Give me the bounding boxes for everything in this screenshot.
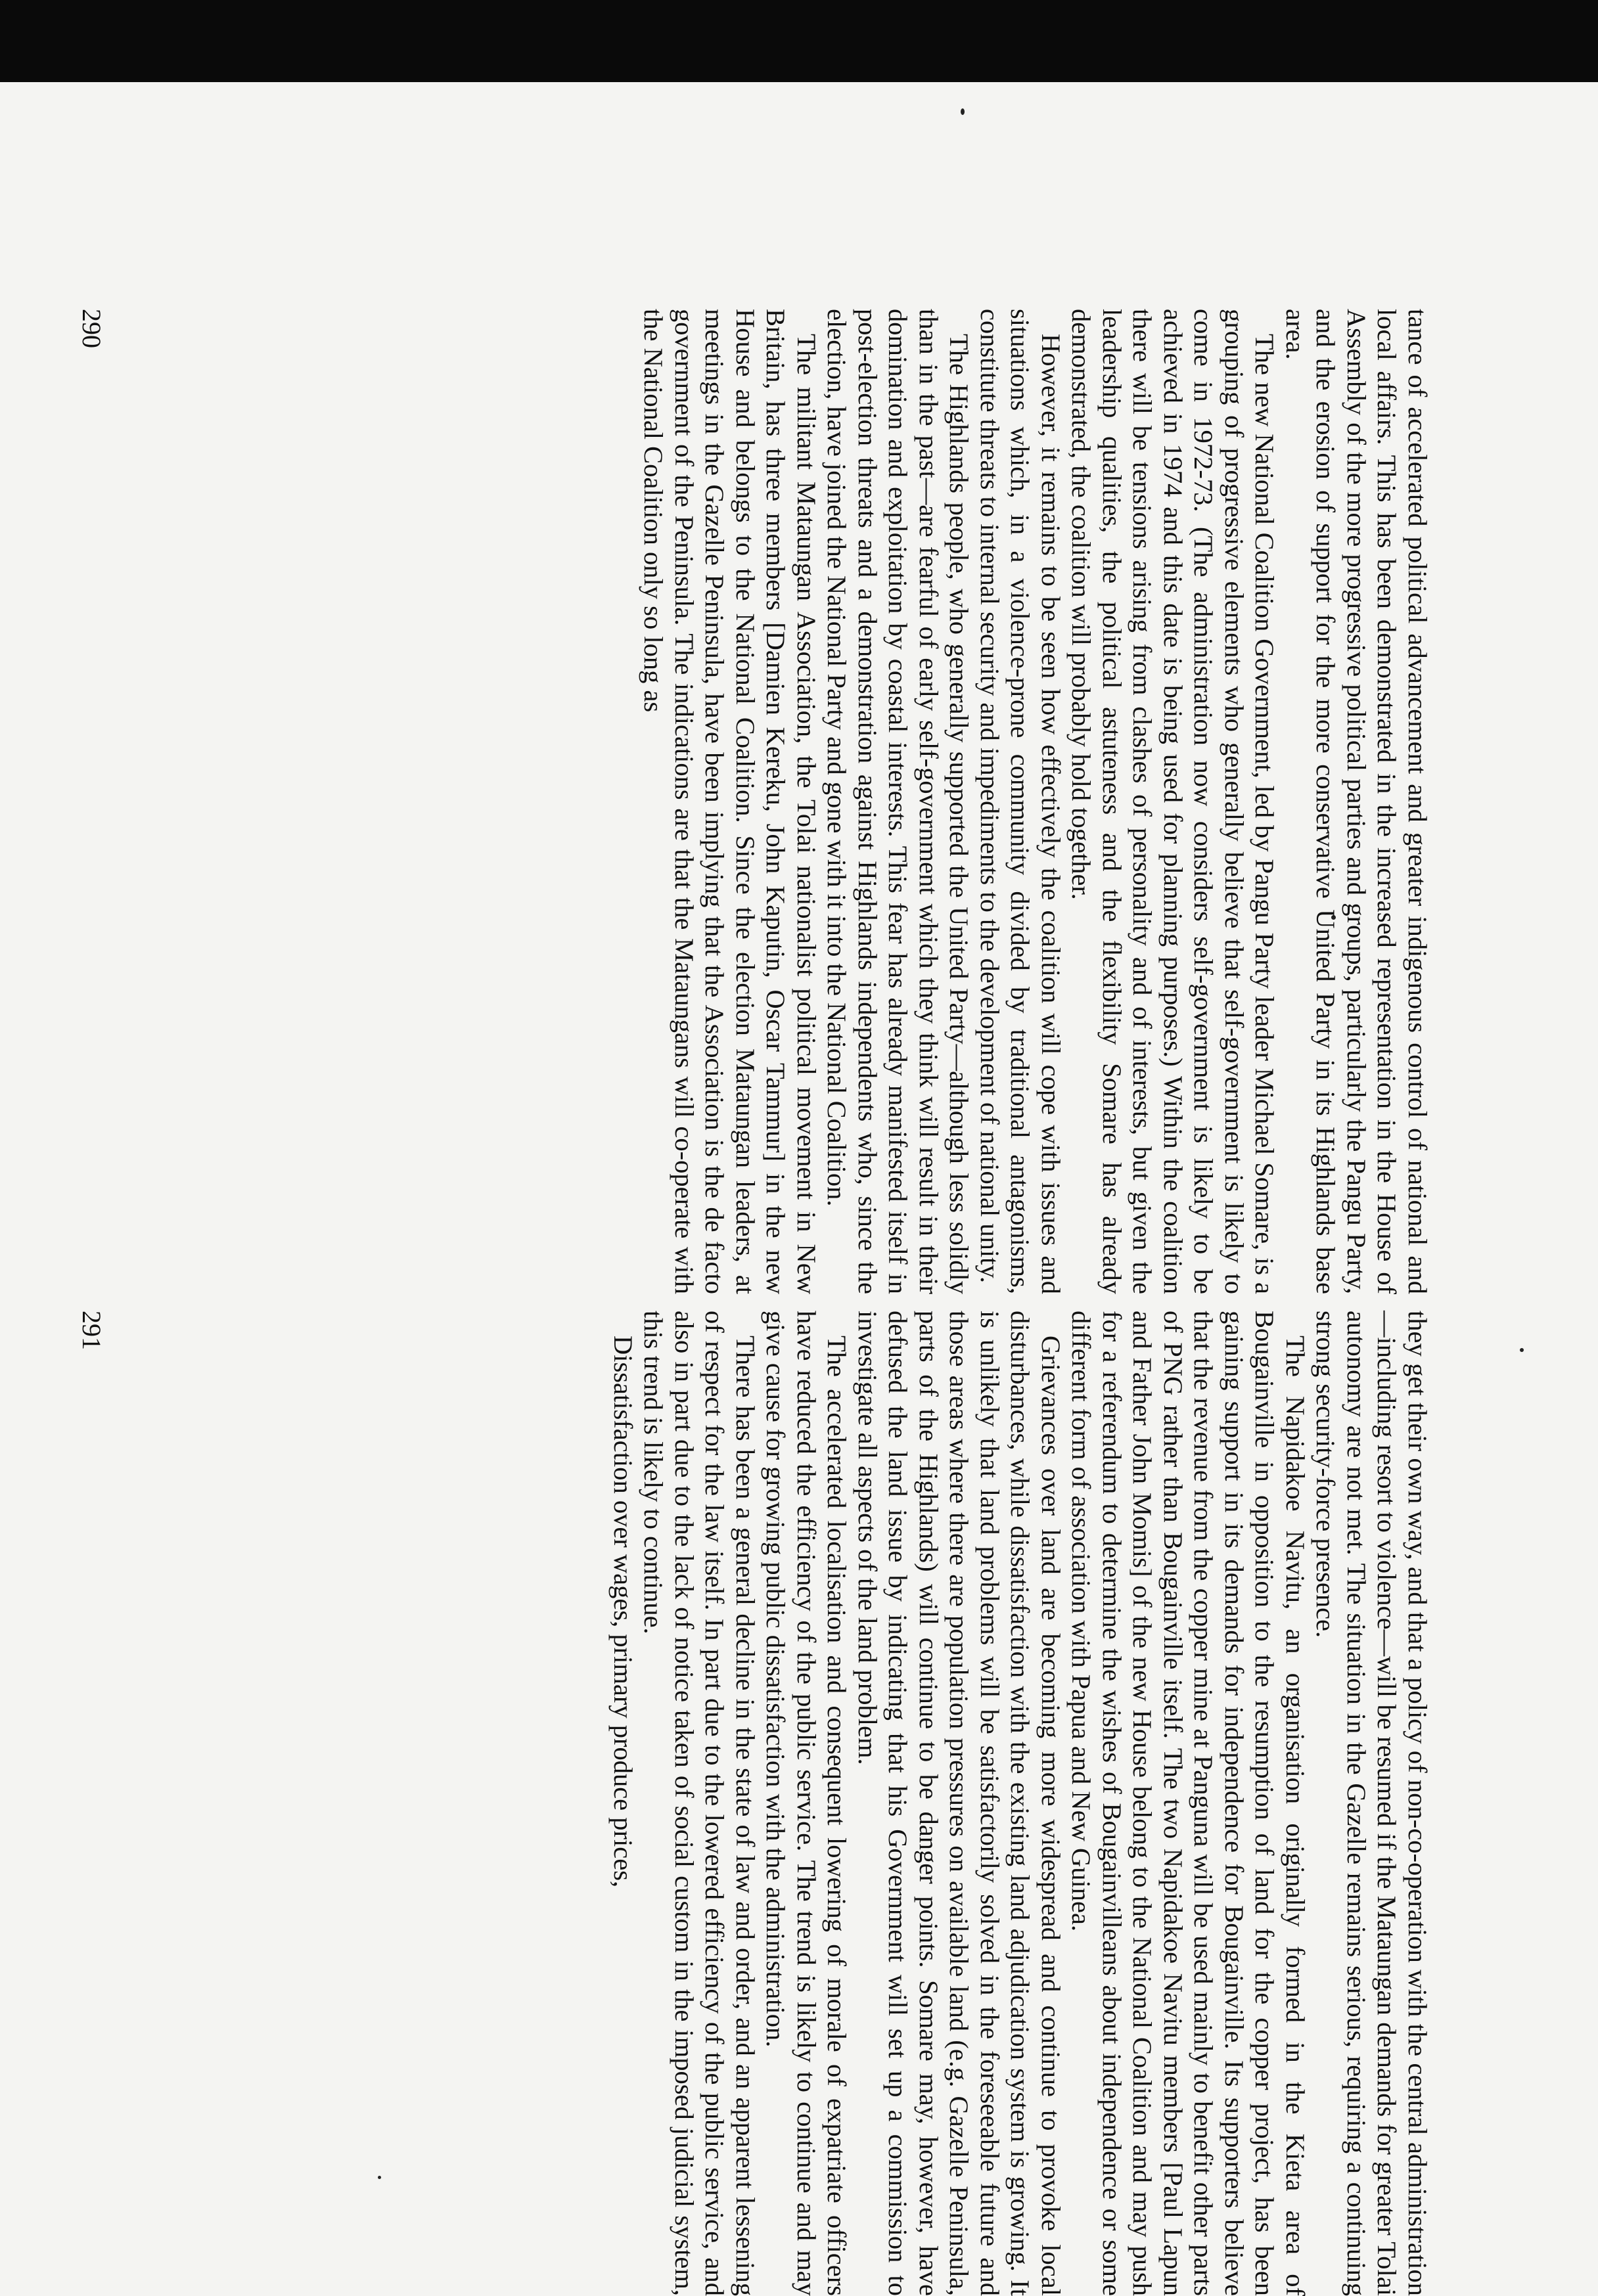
scan-top-border (0, 0, 1598, 82)
left-paragraph-2: The new National Coalition Government, led by Pangu Party leader Michael Somare, is a grouping of progressive elements who generally believe that self-government is likely to come in 1972-73. (The administration now considers self-government is likely to be achieved in 1974 and this date is being used for planning purposes.) Within the coalition there will be tensions arising from clashes of personality and of interests, but given the leadership qualities, the political astuteness and the flexibility Somare has already demonstrated, the coalition will probably hold together. (1066, 309, 1280, 1294)
right-paragraph-6: Dissatisfaction over wages, primary produce prices, (608, 1336, 638, 1888)
left-paragraph-5: The militant Mataungan Association, the Tolai nationalist political movement in New Britain, has three members [Damien Kereku, John Kaputin, Oscar Tammur] in the new House and belongs to the National Coalition. Since the election Mataungan leaders, at meetings in the Gazelle Peninsula, have been implying that the Association is the de facto government of the Peninsula. The indications are that the Mataungans will co-operate with the National Coalition only so long as (639, 309, 821, 1294)
right-page (76, 1311, 1432, 2296)
right-paragraph-4: The accelerated localisation and consequent lowering of morale of expatriate officers have reduced the efficiency of the public service. The trend is likely to continue and may give cause for growing public dissatisfaction with the administration. (761, 1311, 852, 2296)
scan-speck (1520, 1348, 1524, 1352)
left-paragraph-4: The Highlands people, who generally supported the United Party—although less solidly than in the past—are fearful of early self-government which they think will result in their domination and exploitation by coastal interests. This fear has already manifested itself in post-election threats and a demonstration against Highlands independents who, since the election, have joined the National Party and gone with it into the National Coalition. (822, 309, 974, 1294)
right-paragraph-2: The Napidakoe Navitu, an organisation originally formed in the Kieta area of Bougainville in opposition to the resumption of land for the copper project, has been gaining support in its demands for independence for Bougainville. Its supporters believe that the revenue from the copper mine at Panguna will be used mainly to benefit other parts of PNG rather than Bougainville itself. The two Napidakoe Navitu members [Paul Lapun and Father John Momis] of the new House belong to the National Coalition and may push for a referendum to determine the wishes of Bougainvilleans about independence or some different form of association with Papua and New Guinea. (1066, 1311, 1310, 2296)
page-number-right: 291 (77, 1311, 106, 1350)
right-paragraph-3: Grievances over land are becoming more widespread and continue to provoke local disturbances, while dissatisfaction with the existing land adjudication system is growing. It is unlikely that land problems will be satisfactorily solved in the foreseeable future and those areas where there are population pressures on available land (e.g. Gazelle Peninsula, parts of the Highlands) will continue to be danger points. Somare may, however, have defused the land issue by indicating that his Government will set up a commission to investigate all aspects of the land problem. (853, 1311, 1066, 2296)
right-paragraph-5: There has been a general decline in the state of law and order, and an apparent lessening of respect for the law itself. In part due to the lowered efficiency of the public service, and also in part due to the lack of notice taken of social custom in the imposed judicial system, this trend is likely to continue. (639, 1311, 760, 2296)
left-paragraph-1: tance of accelerated political advancement and greater indigenous control of national and local affairs. This has been demonstrated in the increased representation in the House of Assembly of the more progressive political parties and groups, particularly the Pangu Party, and the erosion of support for the more conservative United Party in its Highlands base area. (1281, 309, 1432, 1294)
scan-speck (961, 108, 965, 115)
page-number-left: 290 (77, 309, 106, 348)
right-paragraph-1: they get their own way, and that a policy of non-co-operation with the central administration—including resort to violence—will be resumed if the Mataungan demands for greater Tolai autonomy are not met. The situation in the Gazelle remains serious, requiring a continuing strong security-force presence. (1311, 1311, 1432, 2296)
left-paragraph-3: However, it remains to be seen how effectively the coalition will cope with issues and situations which, in a violence-prone community divided by traditional antagonisms, constitute threats to internal security and impediments to the development of national unity. (975, 309, 1066, 1294)
left-page (76, 309, 1432, 1294)
